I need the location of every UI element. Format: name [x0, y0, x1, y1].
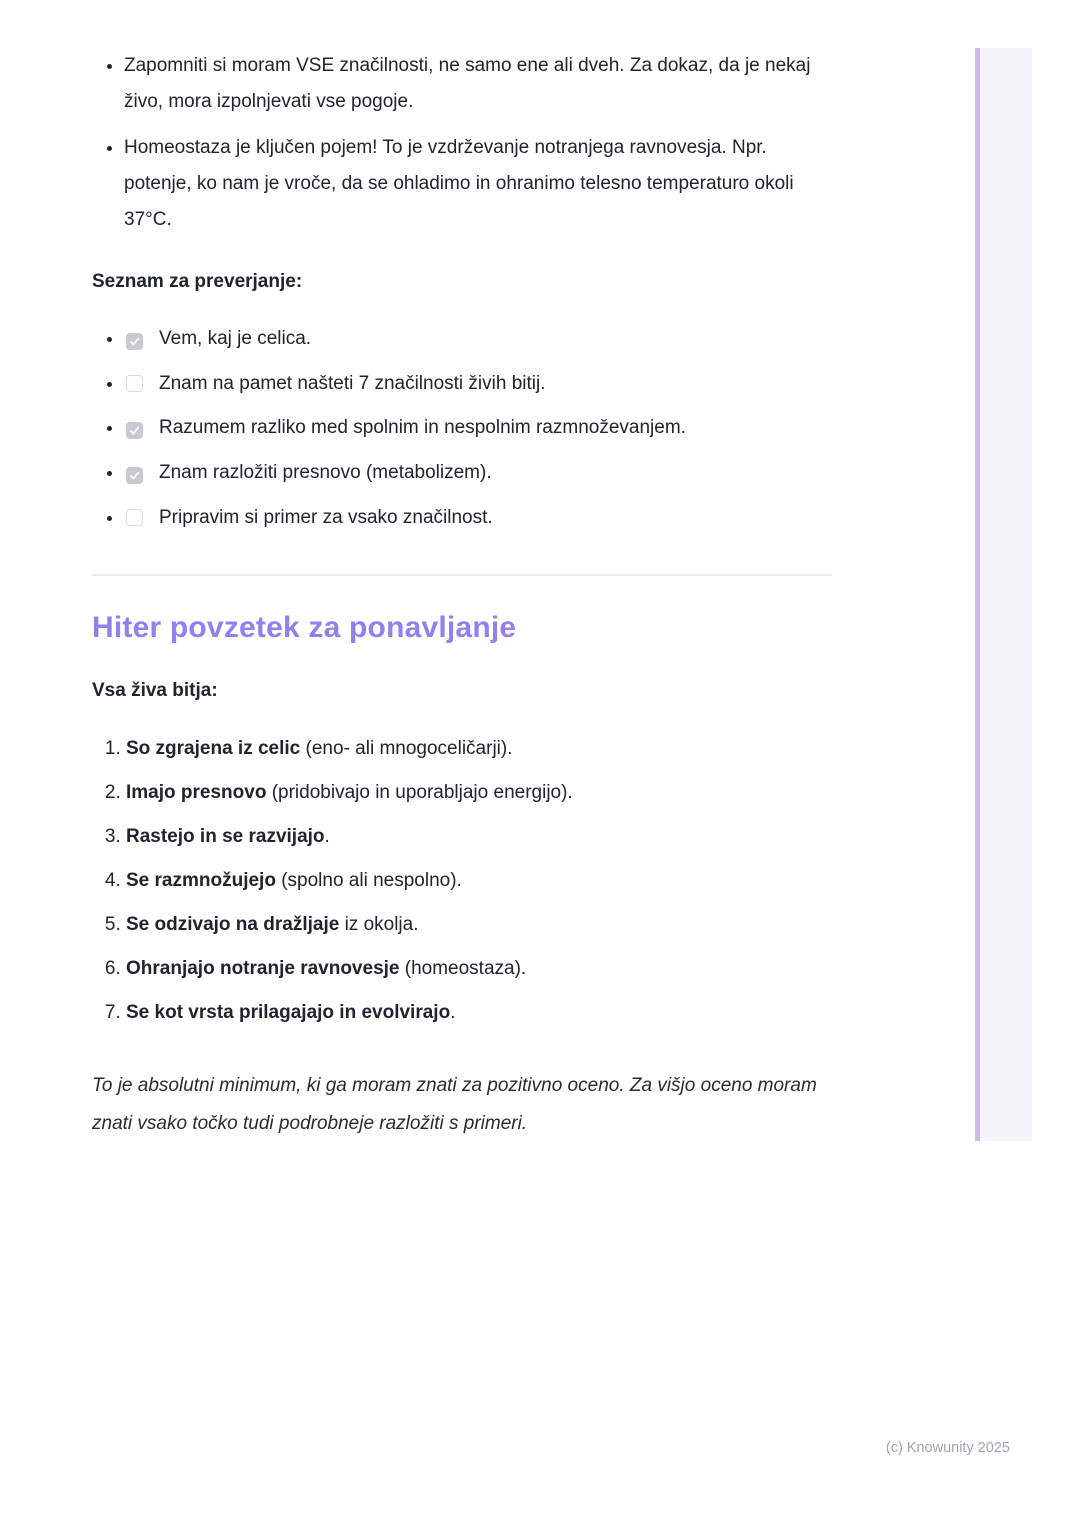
- summary-item: [126, 915, 832, 935]
- summary-subheading: Vsa živa bitja:: [92, 680, 218, 701]
- checklist-item: [124, 374, 832, 394]
- summary-item-bold: Se kot vrsta prilagajajo in evolvirajo: [126, 1002, 451, 1023]
- summary-note: To je absolutni minimum, ki ga moram znati za pozitivno oceno. Za višjo oceno moram znati vsako točko tudi podrobneje razložiti s primeri.: [92, 1075, 817, 1134]
- summary-item-bold: Imajo presnovo: [126, 782, 267, 803]
- copyright-text: (c) Knowunity 2025: [885, 1440, 1010, 1456]
- checklist-item-label: Razumem razliko med spolnim in nespolnim razmnoževanjem.: [159, 417, 686, 438]
- checkbox[interactable]: [126, 422, 143, 439]
- checkbox[interactable]: [126, 375, 143, 392]
- summary-item: [126, 1003, 832, 1023]
- summary-item-rest: (pridobivajo in uporabljajo energijo).: [266, 782, 573, 803]
- checklist-item-label: Pripravim si primer za vsako značilnost.: [159, 507, 493, 528]
- side-margin-panel: [975, 48, 1032, 1141]
- summary-item-bold: Se odzivajo na dražljaje: [126, 914, 340, 935]
- checklist-item: [124, 418, 832, 439]
- checklist-title: Seznam za preverjanje:: [92, 271, 303, 292]
- summary-item: [126, 739, 832, 759]
- check-icon: [129, 336, 140, 347]
- summary-item-bold: Rastejo in se razvijajo: [126, 826, 325, 847]
- summary-item-bold: So zgrajena iz celic: [126, 738, 301, 759]
- checklist-item-label: Vem, kaj je celica.: [159, 328, 312, 349]
- intro-bullet-item: • Homeostaza je ključen pojem! To je vzdrževanje notranjega ravnovesja. Npr. potenje, ko nam je vroče, da se ohladimo in ohranimo telesno temperaturo okoli 37°C.: [124, 130, 832, 238]
- summary-item-rest: .: [324, 826, 330, 847]
- check-icon: [129, 425, 140, 436]
- checklist-item: [124, 329, 832, 350]
- summary-item-bold: Ohranjajo notranje ravnovesje: [126, 958, 400, 979]
- summary-item: [126, 871, 832, 891]
- summary-item: [126, 783, 832, 803]
- intro-bullet-list: [92, 48, 832, 238]
- summary-item-rest: (spolno ali nespolno).: [275, 870, 462, 891]
- summary-item-rest: (eno- ali mnogoceličarji).: [300, 738, 513, 759]
- checklist-item: [124, 463, 832, 484]
- intro-bullet-item: • Zapomniti si moram VSE značilnosti, ne samo ene ali dveh. Za dokaz, da je nekaj živo, mora izpolnjevati vse pogoje.: [124, 48, 832, 120]
- checklist-item-label: Znam na pamet našteti 7 značilnosti živih bitij.: [159, 373, 546, 394]
- checklist-item: [124, 508, 832, 528]
- checklist: [92, 329, 832, 528]
- check-icon: [129, 470, 140, 481]
- summary-item-rest: iz okolja.: [339, 914, 419, 935]
- section-divider: [92, 574, 832, 576]
- page-content: [92, 42, 832, 1143]
- checkbox[interactable]: [126, 467, 143, 484]
- summary-item-rest: .: [450, 1002, 456, 1023]
- checklist-item-label: Znam razložiti presnovo (metabolizem).: [159, 462, 492, 483]
- summary-item: [126, 959, 832, 979]
- summary-item-bold: Se razmnožujejo: [126, 870, 276, 891]
- summary-item: [126, 827, 832, 847]
- checkbox[interactable]: [126, 333, 143, 350]
- summary-numbered-list: [92, 739, 832, 1023]
- summary-item-rest: (homeostaza).: [399, 958, 527, 979]
- checkbox[interactable]: [126, 509, 143, 526]
- summary-heading: Hiter povzetek za ponavljanje: [92, 611, 517, 644]
